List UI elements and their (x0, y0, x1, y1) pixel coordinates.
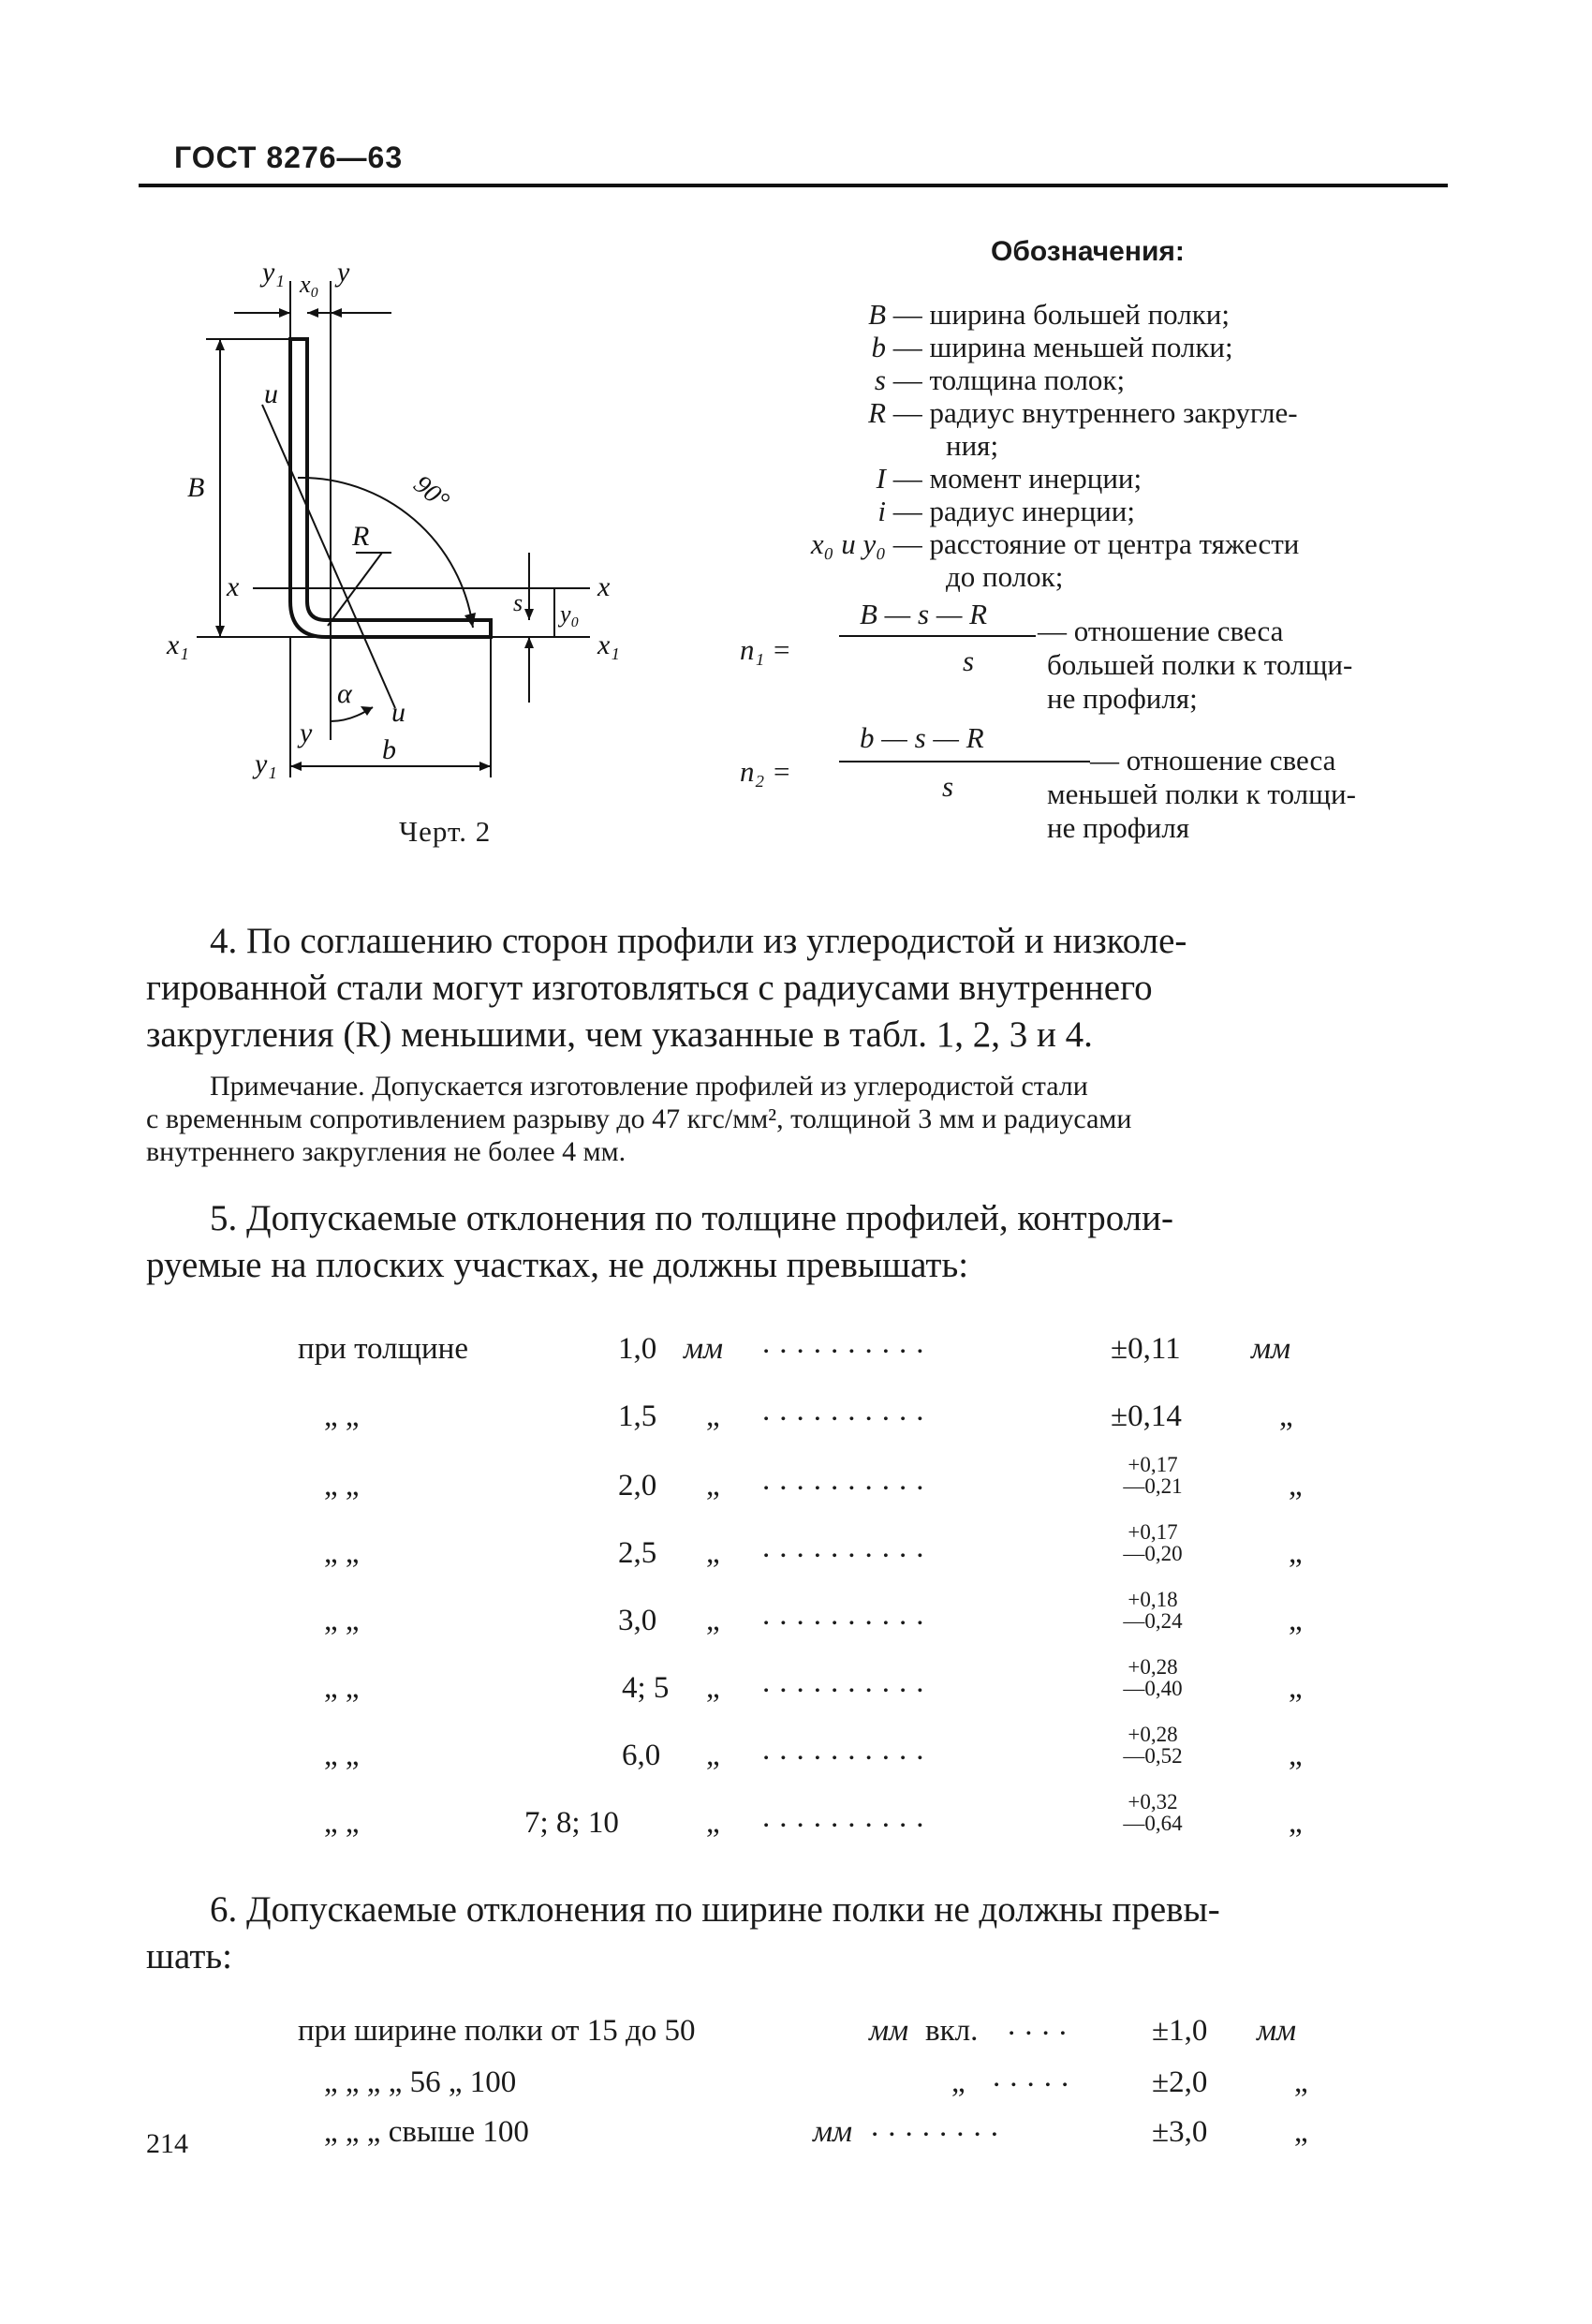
row-value: 7; 8; 10 (524, 1806, 619, 1840)
tolerance-plus: +0,32 (1128, 1790, 1178, 1813)
label-B: B (187, 472, 205, 503)
row-tolerance: ±1,0 (1152, 2014, 1208, 2048)
row-suffix: вкл. (925, 2014, 979, 2048)
row-tolerance: ±0,14 (1111, 1399, 1182, 1433)
tolerance-minus: —0,40 (1123, 1677, 1183, 1700)
n2-denominator: s (942, 770, 954, 803)
row-tolerance-pair (1120, 1454, 1186, 1497)
row-unit: мм (869, 2014, 909, 2048)
row-tol-unit: „ (1289, 1536, 1303, 1570)
row-unit: мм (684, 1332, 724, 1366)
paragraph-line: 4. По соглашению сторон профили из углеродистой и низколе- (210, 921, 1187, 961)
row-label: „ „ (324, 1604, 360, 1637)
row-label: „ „ (324, 1399, 360, 1433)
leader-dots: .......... (762, 1394, 934, 1428)
row-label: при ширине полки от 15 до 50 (298, 2014, 696, 2048)
legend-text: — радиус внутреннего закругле- (892, 396, 1298, 429)
n1-lhs: n₁ = (740, 633, 791, 666)
row-label: „ „ „ „ 56 „ 100 (324, 2065, 517, 2099)
label-R: R (352, 521, 370, 552)
section-5 (146, 1195, 1457, 1289)
legend-text: — радиус инерции; (892, 495, 1135, 527)
label-x0-top: x₀ (300, 271, 319, 298)
header-rule (139, 184, 1448, 187)
legend-item (774, 462, 1142, 496)
n1-fraction-line (839, 635, 1036, 637)
row-tol-unit: „ (1294, 2065, 1308, 2099)
n2-description-line: — отношение свеса (1090, 744, 1336, 777)
row-unit: мм (813, 2115, 853, 2149)
row-value: 2,0 (618, 1469, 657, 1502)
legend-item-continued: до полок; (946, 560, 1064, 593)
row-tolerance-pair (1120, 1656, 1186, 1699)
legend-item-continued: ния; (946, 429, 999, 462)
leader-dots: .......... (762, 1598, 934, 1632)
row-unit: „ (706, 1806, 720, 1840)
leader-dots: .......... (762, 1800, 934, 1834)
tolerance-plus: +0,28 (1128, 1655, 1178, 1679)
label-x1-left: x₁ (167, 629, 189, 660)
row-tol-unit: мм (1251, 1332, 1291, 1366)
row-label: „ „ (324, 1806, 360, 1840)
leader-dots: ..... (993, 2060, 1079, 2094)
row-unit: „ (706, 1604, 720, 1637)
row-label: „ „ (324, 1671, 360, 1705)
paragraph-line: шать: (146, 1936, 232, 1976)
document-header: ГОСТ 8276—63 (174, 141, 404, 174)
legend-symbol: I (876, 462, 886, 495)
label-u-top: u (264, 378, 278, 409)
tolerance-minus: —0,21 (1123, 1474, 1183, 1498)
row-tolerance-pair (1120, 1589, 1186, 1632)
paragraph-line: руемые на плоских участках, не должны превышать: (146, 1245, 969, 1285)
row-value: 6,0 (622, 1739, 661, 1772)
page-number: 214 (146, 2128, 188, 2159)
legend-text: — расстояние от центра тяжести (892, 527, 1300, 560)
tolerance-minus: —0,52 (1123, 1744, 1183, 1768)
label-y-top: y (337, 257, 350, 288)
row-tolerance: ±2,0 (1152, 2065, 1208, 2099)
row-tol-unit: „ (1289, 1671, 1303, 1705)
tolerance-minus: —0,64 (1123, 1812, 1183, 1835)
tolerance-plus: +0,28 (1128, 1723, 1178, 1746)
row-tolerance: ±3,0 (1152, 2115, 1208, 2149)
n1-description-line: — отношение свеса (1038, 614, 1284, 647)
angle-profile-drawing (150, 253, 674, 796)
note-line: с временным сопротивлением разрыву до 47 кгс/мм², толщиной 3 мм и радиусами (146, 1103, 1132, 1134)
label-y1-top: y₁ (262, 257, 285, 288)
row-value: 3,0 (618, 1604, 657, 1637)
leader-dots: .......... (762, 1733, 934, 1767)
row-tol-unit: мм (1257, 2014, 1297, 2048)
legend-item (774, 495, 1135, 528)
note-line: внутреннего закругления не более 4 мм. (146, 1136, 626, 1167)
label-u-bottom: u (391, 697, 405, 728)
paragraph-line: закругления (R) меньшими, чем указанные в табл. 1, 2, 3 и 4. (146, 1014, 1093, 1055)
legend-symbol: i (877, 495, 886, 527)
n2-description-line: не профиля (1047, 811, 1190, 844)
row-label: „ „ (324, 1536, 360, 1570)
tolerance-plus: +0,17 (1128, 1520, 1178, 1544)
legend-item (774, 527, 1299, 561)
row-suffix: „ (951, 2065, 966, 2099)
legend-symbol: s (874, 363, 886, 396)
note-line: Примечание. Допускается изготовление профилей из углеродистой стали (210, 1071, 1088, 1102)
tolerance-minus: —0,20 (1123, 1542, 1183, 1565)
legend-item (774, 363, 1125, 397)
row-label: при толщине (298, 1332, 468, 1366)
leader-dots: .......... (762, 1665, 934, 1699)
label-b: b (382, 734, 396, 765)
row-tolerance: ±0,11 (1111, 1332, 1181, 1366)
row-tol-unit: „ (1289, 1806, 1303, 1840)
row-unit: „ (706, 1671, 720, 1705)
n2-numerator: b — s — R (860, 721, 984, 754)
leader-dots: ........ (871, 2109, 1008, 2143)
label-s: s (513, 589, 523, 616)
row-unit: „ (706, 1739, 720, 1772)
tolerance-plus: +0,17 (1128, 1453, 1178, 1476)
legend-text: — момент инерции; (892, 462, 1142, 495)
n2-lhs: n₂ = (740, 755, 791, 788)
label-90-deg: 90° (407, 469, 455, 516)
n1-description-line: не профиля; (1047, 682, 1198, 715)
row-unit: „ (706, 1399, 720, 1433)
row-value: 1,5 (618, 1399, 657, 1433)
label-y0: y₀ (560, 600, 580, 628)
row-tol-unit: „ (1289, 1739, 1303, 1772)
tolerance-minus: —0,24 (1123, 1609, 1183, 1633)
label-x-left: x (227, 571, 240, 602)
label-y1-bottom: y₁ (255, 748, 277, 779)
label-x-right: x (597, 571, 611, 602)
row-tol-unit: „ (1279, 1399, 1293, 1433)
row-value: 1,0 (618, 1332, 657, 1366)
row-unit: „ (706, 1536, 720, 1570)
row-tolerance-pair (1120, 1791, 1186, 1834)
label-x1-right: x₁ (597, 629, 620, 660)
n2-fraction-line (839, 761, 1090, 762)
row-label: „ „ „ свыше 100 (324, 2115, 529, 2149)
tolerance-plus: +0,18 (1128, 1588, 1178, 1611)
n1-description-line: большей полки к толщи- (1047, 648, 1353, 681)
figure-caption: Черт. 2 (399, 815, 492, 848)
paragraph-line: гированной стали могут изготовляться с радиусами внутреннего (146, 968, 1153, 1008)
leader-dots: .... (1008, 2008, 1076, 2042)
row-tolerance-pair (1120, 1521, 1186, 1564)
legend-text: — ширина меньшей полки; (892, 331, 1233, 363)
leader-dots: .......... (762, 1463, 934, 1497)
legend-symbol: R (868, 396, 886, 429)
row-tol-unit: „ (1289, 1604, 1303, 1637)
section-6 (146, 1887, 1457, 1980)
legend-item (774, 298, 1230, 332)
paragraph-line: 6. Допускаемые отклонения по ширине полки не должны превы- (210, 1889, 1220, 1930)
note-block (146, 1070, 1457, 1168)
row-value: 2,5 (618, 1536, 657, 1570)
row-tol-unit: „ (1294, 2115, 1308, 2149)
legend-symbol: B (868, 298, 886, 331)
legend-symbol: b (871, 331, 886, 363)
label-alpha: α (337, 678, 352, 709)
leader-dots: .......... (762, 1326, 934, 1360)
row-unit: „ (706, 1469, 720, 1502)
row-value: 4; 5 (622, 1671, 670, 1705)
label-y-bottom: y (300, 718, 313, 748)
n1-denominator: s (963, 644, 975, 677)
row-tolerance-pair (1120, 1724, 1186, 1767)
legend-item (774, 396, 1298, 430)
profile-outline (290, 339, 491, 637)
legend-text: — ширина большей полки; (892, 298, 1231, 331)
legend-item (774, 331, 1233, 364)
section-4 (146, 918, 1457, 1058)
n2-description-line: меньшей полки к толщи- (1047, 777, 1356, 810)
row-label: „ „ (324, 1469, 360, 1502)
legend-text: — толщина полок; (892, 363, 1126, 396)
row-label: „ „ (324, 1739, 360, 1772)
row-tol-unit: „ (1289, 1469, 1303, 1502)
n1-numerator: B — s — R (860, 598, 988, 630)
legend-symbol: x₀ и y₀ (810, 527, 886, 560)
legend-title: Обозначения: (991, 236, 1185, 267)
paragraph-line: 5. Допускаемые отклонения по толщине профилей, контроли- (210, 1198, 1174, 1238)
leader-dots: .......... (762, 1531, 934, 1564)
